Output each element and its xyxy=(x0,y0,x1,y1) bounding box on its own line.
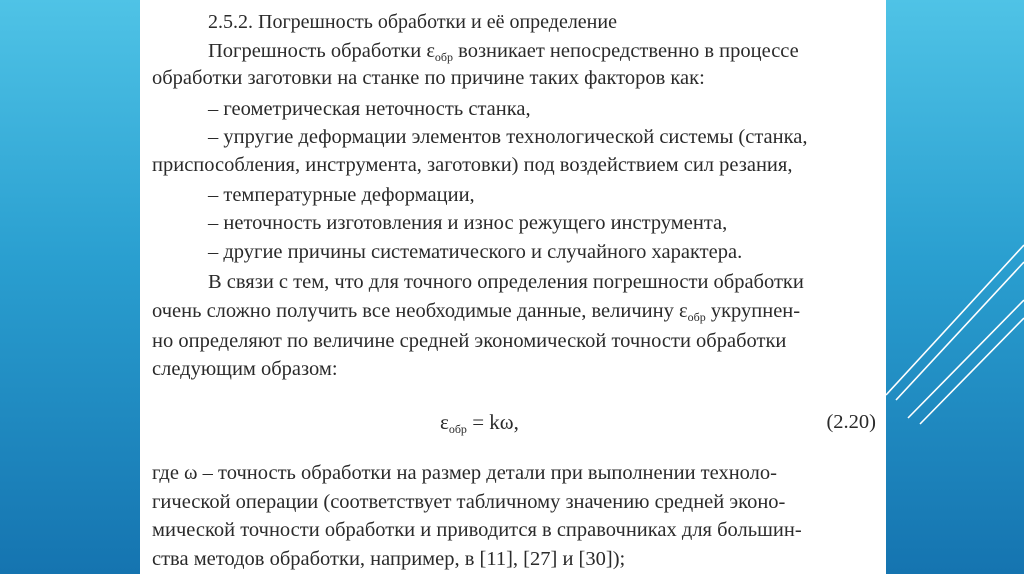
document-page xyxy=(140,0,886,574)
list-item: – геометрическая неточность станка, xyxy=(208,98,531,120)
paragraph-line: ства методов обработки, например, в [11], [27] и [30]); xyxy=(152,548,626,570)
paragraph-line: гической операции (соответствует табличному значению средней эконо- xyxy=(152,491,786,513)
equation-number: (2.20) xyxy=(826,411,876,433)
formula: $\varepsilon_{обр} = k\omega$, xyxy=(440,410,519,436)
list-item: – другие причины систематического и случайного характера. xyxy=(208,241,743,263)
list-item: – неточность изготовления и износ режущего инструмента, xyxy=(208,212,728,234)
paragraph-line: мической точности обработки и приводится в справочниках для большин- xyxy=(152,519,802,541)
list-item: – упругие деформации элементов технологической системы (станка, xyxy=(208,126,808,148)
paragraph-line: где ω – точность обработки на размер детали при выполнении техноло- xyxy=(152,462,777,484)
paragraph-line: В связи с тем, что для точного определения погрешности обработки xyxy=(208,271,804,293)
paragraph-line: Погрешность обработки $\varepsilon_{обр}$ возникает непосредственно в процессе xyxy=(208,40,799,64)
paragraph-line: но определяют по величине средней экономической точности обработки xyxy=(152,330,787,352)
decorative-lines xyxy=(886,0,1024,574)
paragraph-line: очень сложно получить все необходимые данные, величину $\varepsilon_{обр}$ укрупнен- xyxy=(152,300,801,324)
list-item: – температурные деформации, xyxy=(208,184,475,206)
paragraph-line: обработки заготовки на станке по причине таких факторов как: xyxy=(152,67,705,89)
paragraph-line: следующим образом: xyxy=(152,358,338,380)
list-item: приспособления, инструмента, заготовки) под воздействием сил резания, xyxy=(152,154,793,176)
section-heading: 2.5.2. Погрешность обработки и её определение xyxy=(208,11,617,33)
